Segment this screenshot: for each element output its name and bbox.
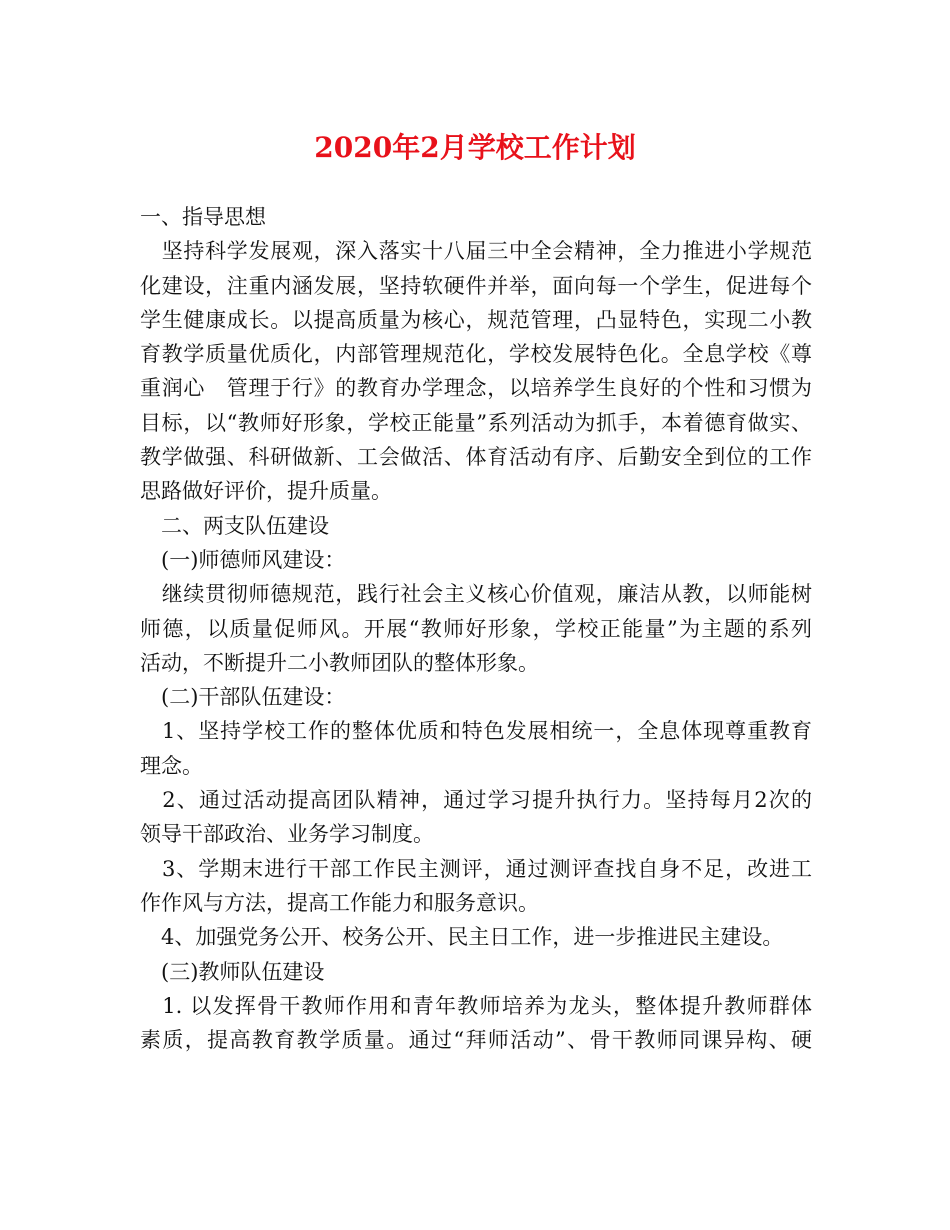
body-line: 2、通过活动提高团队精神，通过学习提升执行力。坚持每月2次的: [140, 788, 812, 813]
body-line: 领导干部政治、业务学习制度。: [140, 822, 434, 847]
body-line: 师德，以质量促师风。开展“教师好形象，学校正能量”为主题的系列: [140, 616, 812, 641]
document-body: [140, 200, 812, 1057]
body-line: 教学做强、科研做新、工会做活、体育活动有序、后勤安全到位的工作: [140, 445, 812, 470]
body-line: 3、学期末进行干部工作民主测评，通过测评查找自身不足，改进工: [140, 856, 812, 881]
body-line: 活动，不断提升二小教师团队的整体形象。: [140, 650, 539, 675]
document-title: 2020年2月学校工作计划: [314, 131, 636, 164]
body-line: 目标，以“教师好形象，学校正能量”系列活动为抓手，本着德育做实、: [140, 410, 812, 435]
body-line: 1、坚持学校工作的整体优质和特色发展相统一，全息体现尊重教育: [140, 719, 812, 744]
body-line: 重润心 管理于行》的教育办学理念，以培养学生良好的个性和习惯为: [140, 376, 812, 401]
body-line: 素质，提高教育教学质量。通过“拜师活动”、骨干教师同课异构、硬: [140, 1028, 812, 1053]
body-line: 1. 以发挥骨干教师作用和青年教师培养为龙头，整体提升教师群体: [140, 993, 812, 1018]
body-line: 作作风与方法，提高工作能力和服务意识。: [140, 890, 539, 915]
body-line: 化建设，注重内涵发展，坚持软硬件并举，面向每一个学生，促进每个: [140, 273, 812, 298]
body-line: 一、指导思想: [140, 205, 266, 229]
body-line: 理念。: [140, 753, 203, 778]
body-line: 学生健康成长。以提高质量为核心，规范管理，凸显特色，实现二小教: [140, 307, 812, 332]
body-line: 育教学质量优质化，内部管理规范化，学校发展特色化。全息学校《尊: [140, 342, 812, 367]
body-line: (一)师德师风建设：: [140, 547, 346, 572]
body-line: 思路做好评价，提升质量。: [140, 479, 392, 504]
body-line: 二、两支队伍建设: [140, 513, 329, 538]
body-line: 继续贯彻师德规范，践行社会主义核心价值观，廉洁从教，以师能树: [140, 582, 812, 607]
body-line: 4、加强党务公开、校务公开、民主日工作，进一步推进民主建设。: [140, 925, 784, 950]
body-line: (三)教师队伍建设: [140, 959, 325, 984]
body-line: 坚持科学发展观，深入落实十八届三中全会精神，全力推进小学规范: [140, 239, 812, 264]
body-line: (二)干部队伍建设：: [140, 685, 346, 710]
